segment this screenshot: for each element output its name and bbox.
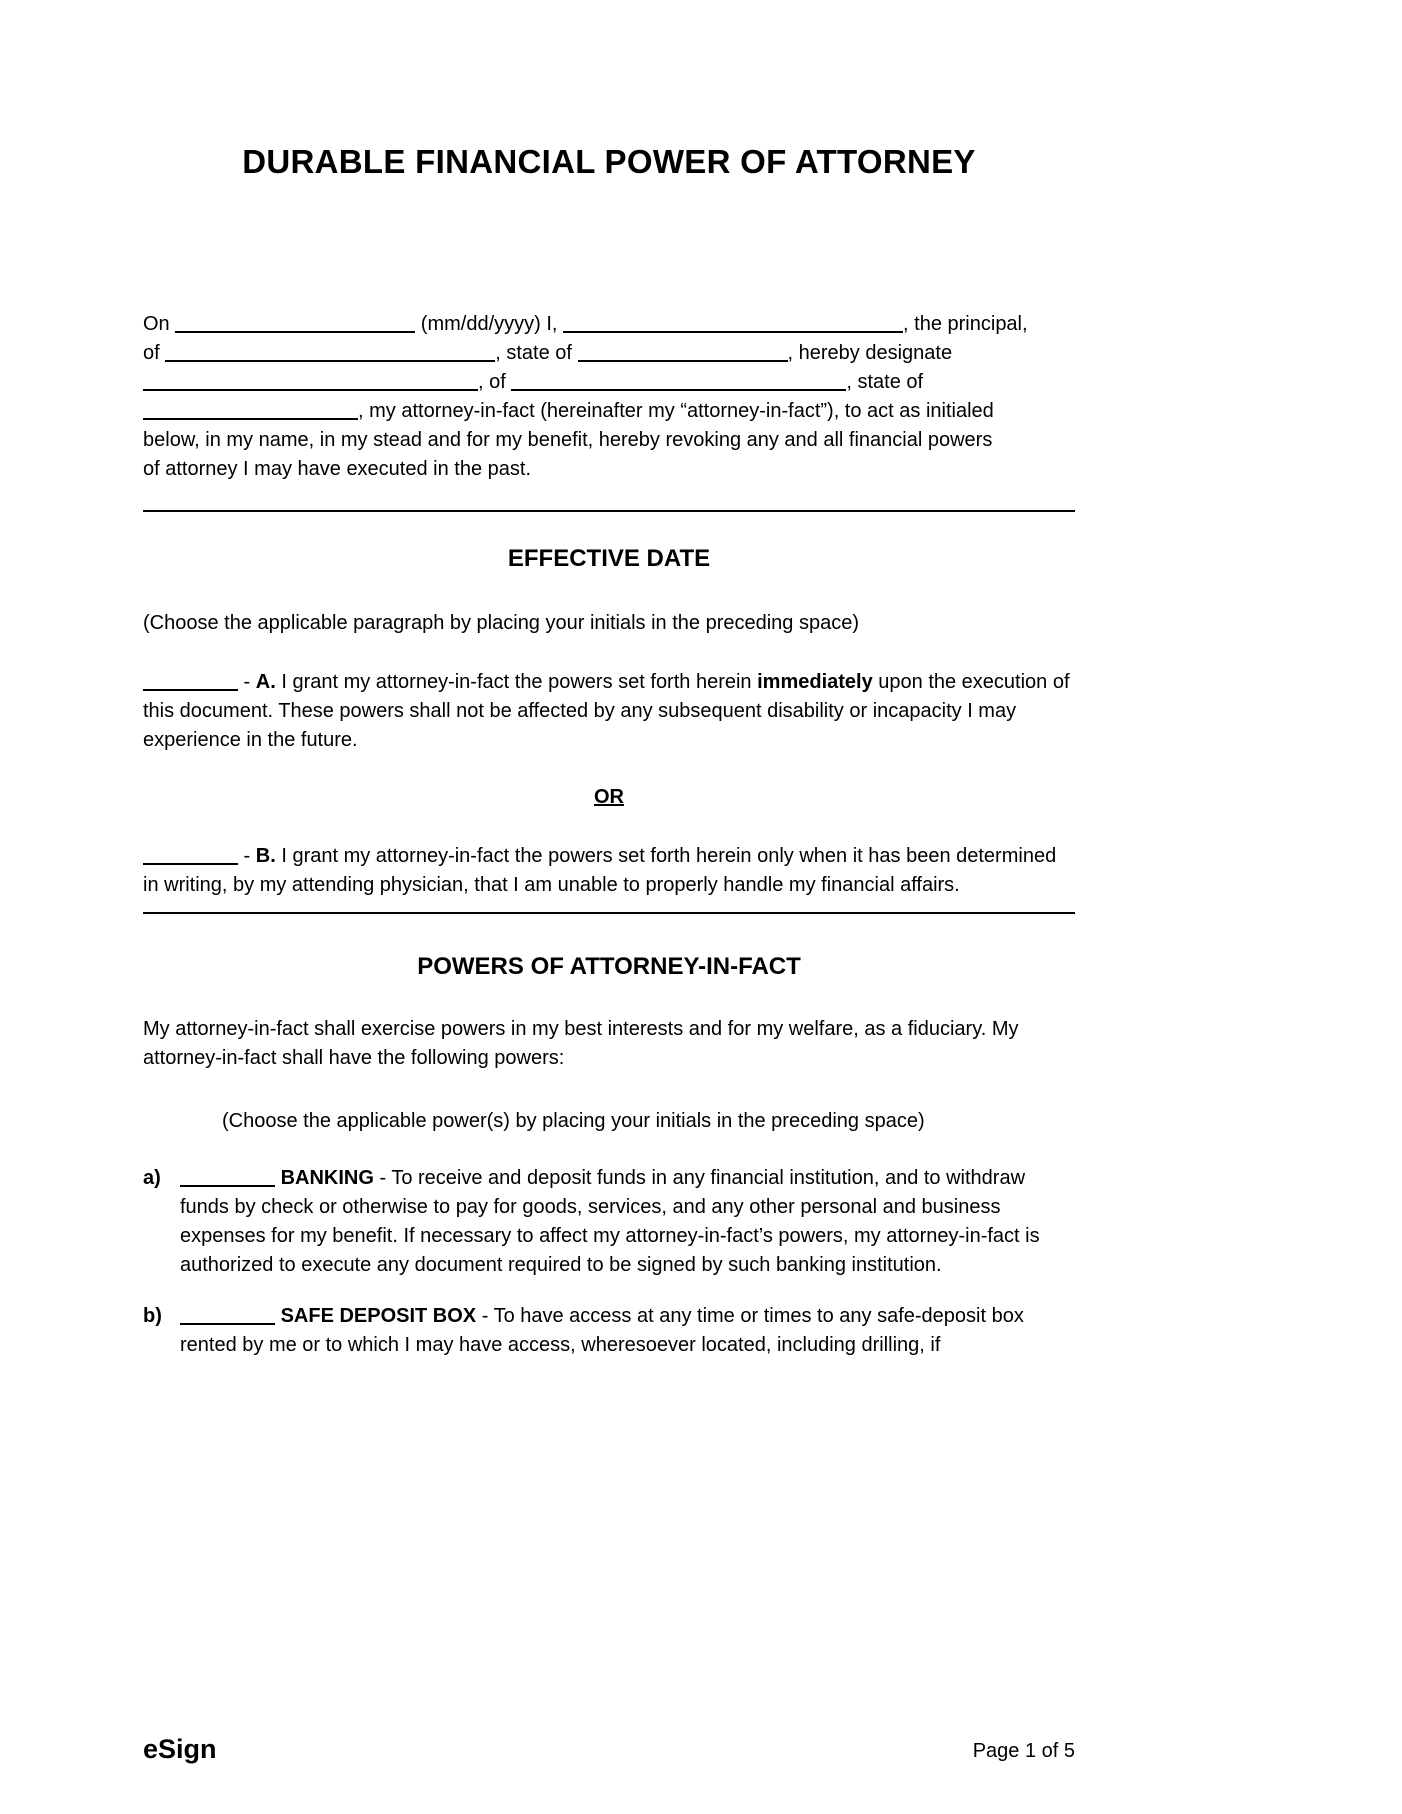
effective-date-instruction: (Choose the applicable paragraph by placing your initials in the preceding space): [143, 612, 859, 634]
paragraph-line: [143, 368, 1075, 397]
esign-logo: eSign: [143, 1734, 217, 1764]
blank-line: [143, 863, 238, 865]
text-run: A.: [255, 671, 276, 693]
powers-intro-paragraph: My attorney-in-fact shall exercise powers in my best interests and for my welfare, as a fiduciary. My attorney-in-fact shall have the following powers:: [143, 1018, 1019, 1069]
text-run: , state of: [495, 342, 578, 364]
or-label: OR: [594, 786, 624, 808]
text-run: I grant my attorney-in-fact the powers set forth herein: [275, 671, 758, 693]
text-run: , the principal,: [903, 313, 1028, 335]
text-run: -: [238, 671, 256, 693]
page-content: [143, 0, 1075, 1360]
blank-line: [143, 389, 478, 391]
blank-line: [511, 389, 846, 391]
text-run: of: [143, 342, 166, 364]
powers-instruction: (Choose the applicable power(s) by placing your initials in the preceding space): [222, 1110, 925, 1132]
text-run: BANKING: [280, 1167, 374, 1189]
text-run: On: [143, 313, 176, 335]
text-run: B.: [255, 845, 276, 867]
paragraph-line: [143, 310, 1075, 339]
text-run: immediately: [757, 671, 873, 693]
blank-line: [578, 360, 788, 362]
text-run: -: [238, 845, 256, 867]
section-divider: [143, 912, 1075, 914]
document-title: DURABLE FINANCIAL POWER OF ATTORNEY: [242, 143, 976, 180]
paragraph-line: [143, 397, 1075, 426]
intro-paragraph: [143, 310, 1075, 484]
text-run: , state of: [846, 371, 924, 393]
blank-line: [180, 1185, 275, 1187]
item-text-banking: [180, 1167, 1040, 1276]
text-run: (mm/dd/yyyy) I,: [415, 313, 564, 335]
effective-date-heading: EFFECTIVE DATE: [507, 545, 711, 572]
text-run: , my attorney-in-fact (hereinafter my “attorney-in-fact”), to act as initialed: [358, 400, 994, 422]
section-divider: [143, 510, 1075, 512]
text-run: below, in my name, in my stead and for my benefit, hereby revoking any and all financial powers: [143, 429, 993, 451]
text-run: SAFE DEPOSIT BOX: [280, 1305, 477, 1327]
blank-line: [143, 689, 238, 691]
text-run: , of: [478, 371, 512, 393]
text-run: - To have access at any time or times to any safe-deposit box rented by me or to which I may have access, wheresoever located, including drilling, if: [180, 1305, 1024, 1356]
text-run: , hereby designate: [787, 342, 953, 364]
list-item-safe-deposit-box: [143, 1302, 1075, 1360]
text-run: of attorney I may have executed in the past.: [143, 458, 532, 480]
blank-line: [563, 331, 903, 333]
blank-line: [165, 360, 495, 362]
text-run: - To receive and deposit funds in any financial institution, and to withdraw funds by check or otherwise to pay for goods, services, and any other personal and business expenses for my benefit. If necessary to affect my attorney-in-fact’s powers, my attorney-in-fact is authorized to execute any document required to be signed by such banking institution.: [180, 1167, 1040, 1276]
blank-line: [143, 418, 358, 420]
paragraph-line: [143, 455, 1075, 484]
list-item-banking: [143, 1164, 1075, 1280]
item-label-a: a): [143, 1167, 161, 1189]
option-a-paragraph: [143, 668, 1075, 755]
paragraph-line: [143, 426, 1075, 455]
blank-line: [180, 1323, 275, 1325]
text-run: I grant my attorney-in-fact the powers set forth herein only when it has been determined in writing, by my attending physician, that I am unable to properly handle my financial affairs.: [143, 845, 1057, 896]
item-text-safe-deposit-box: [180, 1305, 1024, 1356]
page-number: Page 1 of 5: [972, 1740, 1075, 1762]
blank-line: [175, 331, 415, 333]
paragraph-line: [143, 339, 1075, 368]
text-run: upon the execution of this document. These powers shall not be affected by any subsequent disability or incapacity I may experience in the future.: [143, 671, 1070, 751]
item-label-b: b): [143, 1305, 162, 1327]
powers-list: [143, 1164, 1075, 1360]
option-b-paragraph: [143, 842, 1075, 900]
powers-heading: POWERS OF ATTORNEY-IN-FACT: [417, 953, 801, 980]
